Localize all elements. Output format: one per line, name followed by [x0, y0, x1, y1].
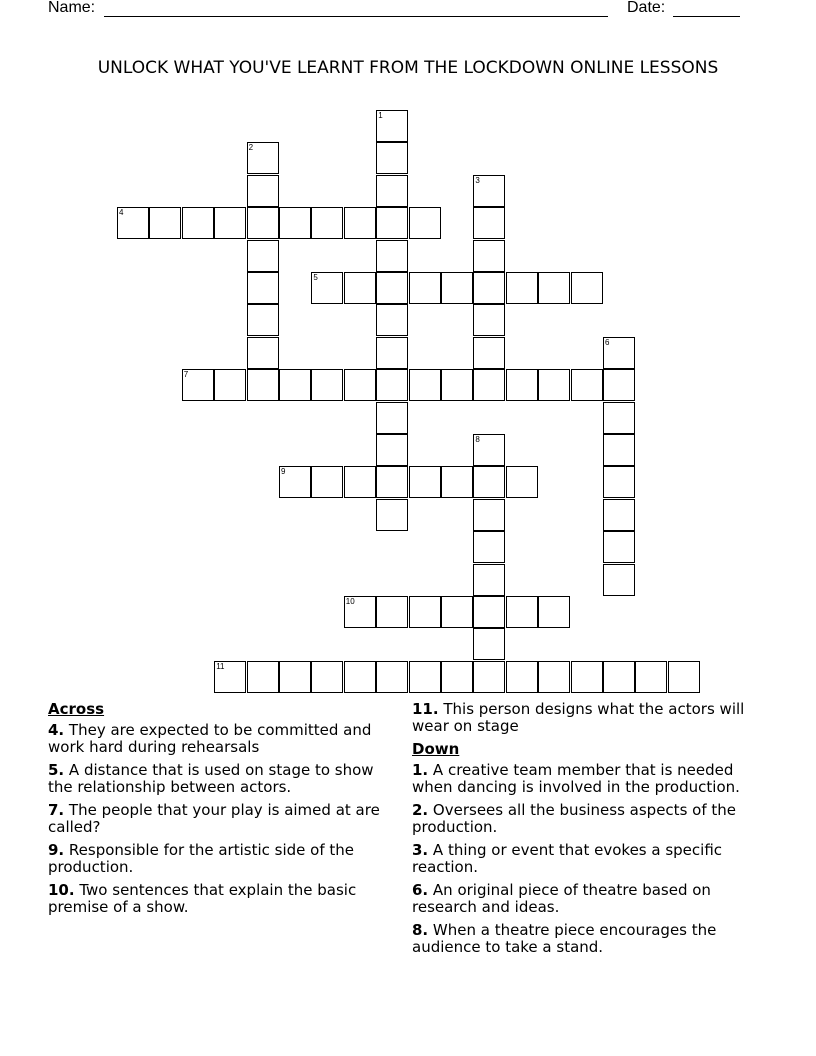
clues-left-column	[48, 701, 393, 922]
clue-number: 5.	[48, 761, 65, 779]
clue-text: Responsible for the artistic side of the production.	[48, 841, 354, 876]
grid-cell[interactable]	[409, 207, 441, 239]
grid-cell[interactable]	[538, 596, 570, 628]
grid-cell[interactable]	[311, 272, 343, 304]
page-title: UNLOCK WHAT YOU'VE LEARNT FROM THE LOCKDOWN ONLINE LESSONS	[97, 58, 719, 78]
grid-cell[interactable]	[409, 661, 441, 693]
grid-cell[interactable]	[473, 661, 505, 693]
cell-number: 5	[313, 273, 318, 282]
grid-cell[interactable]	[376, 240, 408, 272]
grid-cell[interactable]	[603, 499, 635, 531]
grid-cell[interactable]	[506, 661, 538, 693]
across-clue	[48, 802, 393, 836]
clue-number: 3.	[412, 841, 429, 859]
grid-cell[interactable]	[635, 661, 667, 693]
grid-cell[interactable]	[506, 369, 538, 401]
grid-cell[interactable]	[214, 369, 246, 401]
grid-cell[interactable]	[538, 369, 570, 401]
grid-cell[interactable]	[603, 466, 635, 498]
clue-number: 6.	[412, 881, 429, 899]
grid-cell[interactable]	[441, 272, 473, 304]
down-clue	[412, 762, 767, 796]
down-clue	[412, 842, 767, 876]
grid-cell[interactable]	[473, 272, 505, 304]
clue-number: 7.	[48, 801, 65, 819]
cell-number: 10	[345, 597, 355, 606]
grid-cell[interactable]	[311, 661, 343, 693]
grid-cell[interactable]	[311, 369, 343, 401]
down-clue	[412, 922, 767, 956]
grid-cell[interactable]	[376, 434, 408, 466]
grid-cell[interactable]	[182, 207, 214, 239]
grid-cell[interactable]	[279, 661, 311, 693]
grid-cell[interactable]	[279, 207, 311, 239]
grid-cell[interactable]	[376, 596, 408, 628]
down-clue-list	[412, 762, 767, 956]
grid-cell[interactable]	[344, 272, 376, 304]
grid-cell[interactable]	[441, 661, 473, 693]
grid-cell[interactable]	[149, 207, 181, 239]
clue-number: 8.	[412, 921, 429, 939]
grid-cell[interactable]	[473, 434, 505, 466]
grid-cell[interactable]	[603, 337, 635, 369]
cell-number: 11	[216, 661, 225, 671]
grid-cell[interactable]	[344, 207, 376, 239]
grid-cell[interactable]	[473, 207, 505, 239]
cell-number: 9	[281, 467, 286, 477]
clue-text: This person designs what the actors will wear on stage	[412, 700, 745, 735]
cell-number: 7	[183, 370, 189, 380]
clue-number: 1.	[412, 761, 429, 779]
grid-cell[interactable]	[603, 531, 635, 563]
cell-number: 6	[605, 337, 610, 347]
clue-text: A creative team member that is needed when dancing is involved in the production.	[412, 761, 740, 796]
clue-text: A distance that is used on stage to show the relationship between actors.	[48, 761, 374, 796]
grid-cell[interactable]	[247, 175, 279, 207]
grid-cell[interactable]	[376, 499, 408, 531]
across-clue	[412, 701, 767, 735]
grid-cell[interactable]	[409, 369, 441, 401]
grid-cell[interactable]	[247, 207, 279, 239]
cell-number: 1	[378, 111, 383, 120]
down-clue	[412, 882, 767, 916]
grid-cell[interactable]	[247, 369, 279, 401]
grid-cell[interactable]	[603, 369, 635, 401]
grid-cell[interactable]	[506, 272, 538, 304]
clue-text: Oversees all the business aspects of the production.	[412, 801, 736, 836]
grid-cell[interactable]	[441, 369, 473, 401]
across-clue	[48, 842, 393, 876]
grid-cell[interactable]	[473, 596, 505, 628]
grid-cell[interactable]	[376, 110, 408, 142]
grid-cell[interactable]	[538, 272, 570, 304]
grid-cell[interactable]	[473, 499, 505, 531]
grid-cell[interactable]	[182, 369, 214, 401]
grid-cell[interactable]	[506, 466, 538, 498]
grid-cell[interactable]	[473, 369, 505, 401]
name-label: Name:	[48, 0, 96, 16]
clue-text: They are expected to be committed and work hard during rehearsals	[48, 721, 372, 756]
grid-cell[interactable]	[376, 207, 408, 239]
grid-cell[interactable]	[603, 434, 635, 466]
clue-text: An original piece of theatre based on research and ideas.	[412, 881, 711, 916]
grid-cell[interactable]	[473, 466, 505, 498]
down-clue	[412, 802, 767, 836]
grid-cell[interactable]	[473, 304, 505, 336]
grid-cell[interactable]	[311, 207, 343, 239]
grid-cell[interactable]	[247, 304, 279, 336]
cell-number: 8	[475, 435, 480, 444]
clue-number: 11.	[412, 700, 439, 718]
grid-cell[interactable]	[376, 369, 408, 401]
grid-cell[interactable]	[376, 661, 408, 693]
clue-text: A thing or event that evokes a specific reaction.	[412, 841, 723, 876]
clue-number: 9.	[48, 841, 65, 859]
grid-cell[interactable]	[506, 596, 538, 628]
grid-cell[interactable]	[409, 272, 441, 304]
grid-cell[interactable]	[603, 564, 635, 596]
cell-number: 2	[248, 143, 254, 153]
across-clue	[48, 722, 393, 756]
across-clue-list	[48, 722, 393, 916]
grid-cell[interactable]	[247, 661, 279, 693]
grid-cell[interactable]	[344, 596, 376, 628]
grid-cell[interactable]	[376, 142, 408, 174]
grid-cell[interactable]	[441, 596, 473, 628]
across-clue	[48, 882, 393, 916]
down-heading: Down	[412, 740, 460, 758]
grid-cell[interactable]	[473, 337, 505, 369]
grid-cell[interactable]	[247, 240, 279, 272]
grid-cell[interactable]	[117, 207, 149, 239]
clue-number: 10.	[48, 881, 75, 899]
grid-cell[interactable]	[571, 661, 603, 693]
grid-cell[interactable]	[214, 207, 246, 239]
clue-text: Two sentences that explain the basic premise of a show.	[48, 881, 357, 916]
grid-cell[interactable]	[376, 466, 408, 498]
grid-cell[interactable]	[409, 466, 441, 498]
grid-cell[interactable]	[473, 564, 505, 596]
grid-cell[interactable]	[247, 272, 279, 304]
grid-cell[interactable]	[603, 661, 635, 693]
across-clue-list-continued	[412, 701, 767, 735]
cell-number: 4	[119, 208, 124, 218]
grid-cell[interactable]	[441, 466, 473, 498]
grid-cell[interactable]	[603, 402, 635, 434]
across-clue	[48, 762, 393, 796]
grid-cell[interactable]	[571, 369, 603, 401]
header-line	[48, 0, 748, 21]
cell-number: 3	[475, 175, 480, 185]
grid-cell[interactable]	[538, 661, 570, 693]
grid-cell[interactable]	[279, 466, 311, 498]
grid-cell[interactable]	[376, 272, 408, 304]
grid-cell[interactable]	[376, 304, 408, 336]
grid-cell[interactable]	[376, 402, 408, 434]
grid-cell[interactable]	[376, 337, 408, 369]
grid-cell[interactable]	[409, 596, 441, 628]
grid-cell[interactable]	[247, 142, 279, 174]
grid-cell[interactable]	[344, 661, 376, 693]
across-heading: Across	[48, 700, 105, 718]
grid-cell[interactable]	[344, 466, 376, 498]
grid-cell[interactable]	[473, 628, 505, 660]
date-label: Date:	[627, 0, 666, 16]
date-field[interactable]	[673, 16, 740, 17]
grid-cell[interactable]	[571, 272, 603, 304]
grid-cell[interactable]	[214, 661, 246, 693]
grid-cell[interactable]	[473, 531, 505, 563]
clue-text: The people that your play is aimed at are called?	[48, 801, 380, 836]
grid-cell[interactable]	[668, 661, 700, 693]
grid-cell[interactable]	[473, 240, 505, 272]
clues-right-column	[412, 701, 767, 962]
clue-text: When a theatre piece encourages the audience to take a stand.	[412, 921, 717, 956]
grid-cell[interactable]	[473, 175, 505, 207]
clue-number: 4.	[48, 721, 65, 739]
grid-cell[interactable]	[311, 466, 343, 498]
grid-cell[interactable]	[376, 175, 408, 207]
grid-cell[interactable]	[344, 369, 376, 401]
grid-cell[interactable]	[279, 369, 311, 401]
name-field[interactable]	[104, 16, 608, 17]
grid-cell[interactable]	[247, 337, 279, 369]
clue-number: 2.	[412, 801, 429, 819]
